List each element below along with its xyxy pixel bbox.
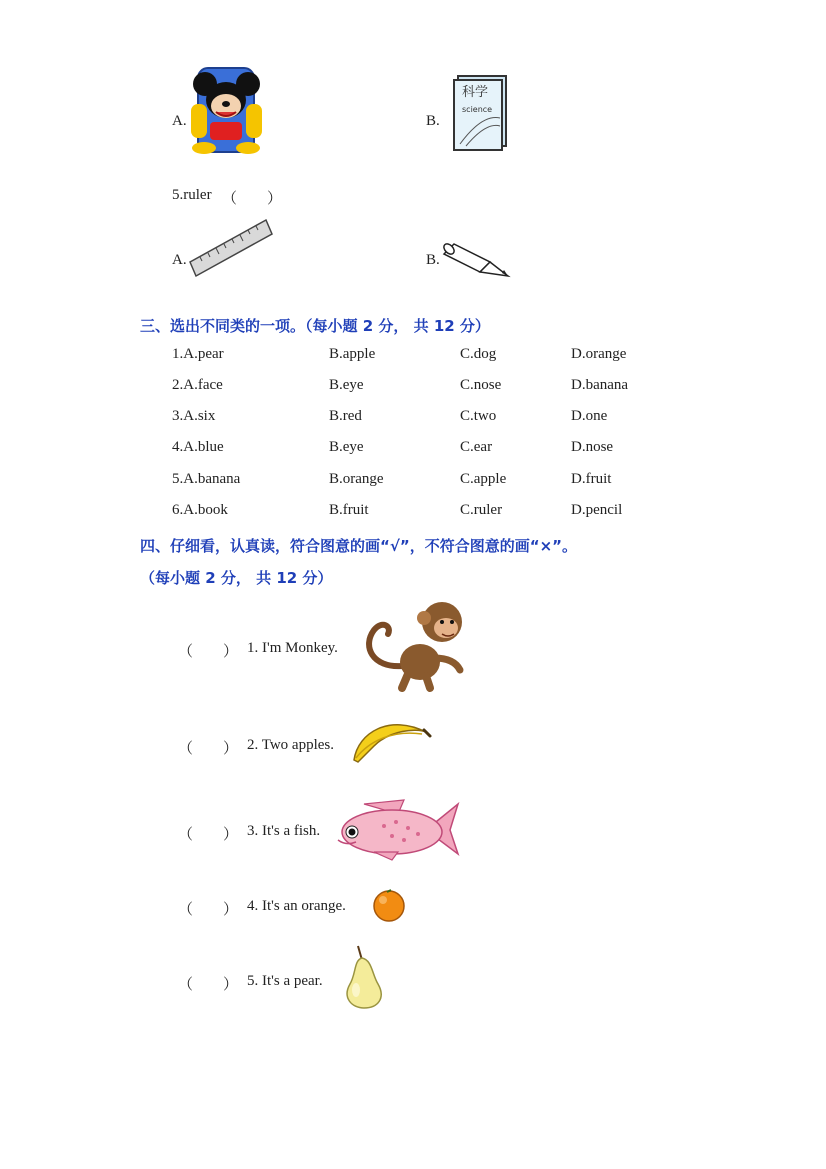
section3-option: 2.A.face xyxy=(172,377,223,393)
pear-icon xyxy=(340,944,388,1010)
section3-option: 5.A.banana xyxy=(172,471,241,487)
section3-option: B.apple xyxy=(329,346,376,362)
section3-option: 3.A.six xyxy=(172,408,216,424)
item2-text: 2. Two apples. xyxy=(247,737,334,753)
section3-option: C.apple xyxy=(460,471,507,487)
item1-answer-paren[interactable]: （ ） xyxy=(178,644,239,660)
book-cover-title: 科学 xyxy=(462,85,489,100)
mickey-backpack-icon xyxy=(188,64,268,156)
section3-option: C.nose xyxy=(460,377,502,393)
q5-option-b-label: B. xyxy=(426,252,440,268)
section3-option: D.fruit xyxy=(571,471,612,487)
q5-option-a-label: A. xyxy=(172,252,187,268)
section3-option: D.nose xyxy=(571,439,614,455)
section3-option: 6.A.book xyxy=(172,502,228,518)
section3-option: B.eye xyxy=(329,377,364,393)
option-a-label: A. xyxy=(172,113,187,129)
section3-option: 1.A.pear xyxy=(172,346,224,362)
book-cover-subtitle: science xyxy=(462,105,493,114)
section3-option: 4.A.blue xyxy=(172,439,224,455)
section3-option: B.orange xyxy=(329,471,384,487)
q5-answer-paren[interactable]: （ ） xyxy=(222,191,283,207)
orange-icon xyxy=(371,888,407,922)
section3-option: D.pencil xyxy=(571,502,623,518)
section3-option: B.red xyxy=(329,408,362,424)
section4-title: 四、仔细看，认真读，符合图意的画“√”，不符合图意的画“×”。 xyxy=(140,537,578,555)
item4-answer-paren[interactable]: （ ） xyxy=(178,902,239,918)
item3-answer-paren[interactable]: （ ） xyxy=(178,827,239,843)
section3-option: D.banana xyxy=(571,377,629,393)
item2-answer-paren[interactable]: （ ） xyxy=(178,741,239,757)
item5-text: 5. It's a pear. xyxy=(247,973,323,989)
item1-text: 1. I'm Monkey. xyxy=(247,640,338,656)
pencil-icon xyxy=(440,240,512,280)
fish-icon xyxy=(334,796,460,862)
section3-title: 三、选出不同类的一项。（每小题 2 分， 共 12 分） xyxy=(140,317,490,335)
option-b-label: B. xyxy=(426,113,440,129)
banana-icon xyxy=(350,712,432,764)
item3-text: 3. It's a fish. xyxy=(247,823,321,839)
ruler-icon xyxy=(188,218,274,280)
item5-answer-paren[interactable]: （ ） xyxy=(178,977,239,993)
section4-subtitle: （每小题 2 分， 共 12 分） xyxy=(140,569,333,587)
section3-option: C.ear xyxy=(460,439,493,455)
q5-stem: 5.ruler xyxy=(172,187,212,203)
section3-option: B.fruit xyxy=(329,502,369,518)
monkey-icon xyxy=(362,596,470,692)
section3-option: C.dog xyxy=(460,346,497,362)
section3-option: C.two xyxy=(460,408,497,424)
section3-option: C.ruler xyxy=(460,502,503,518)
item4-text: 4. It's an orange. xyxy=(247,898,346,914)
section3-option: B.eye xyxy=(329,439,364,455)
section3-option: D.one xyxy=(571,408,608,424)
science-book-icon xyxy=(452,74,510,152)
section3-option: D.orange xyxy=(571,346,627,362)
